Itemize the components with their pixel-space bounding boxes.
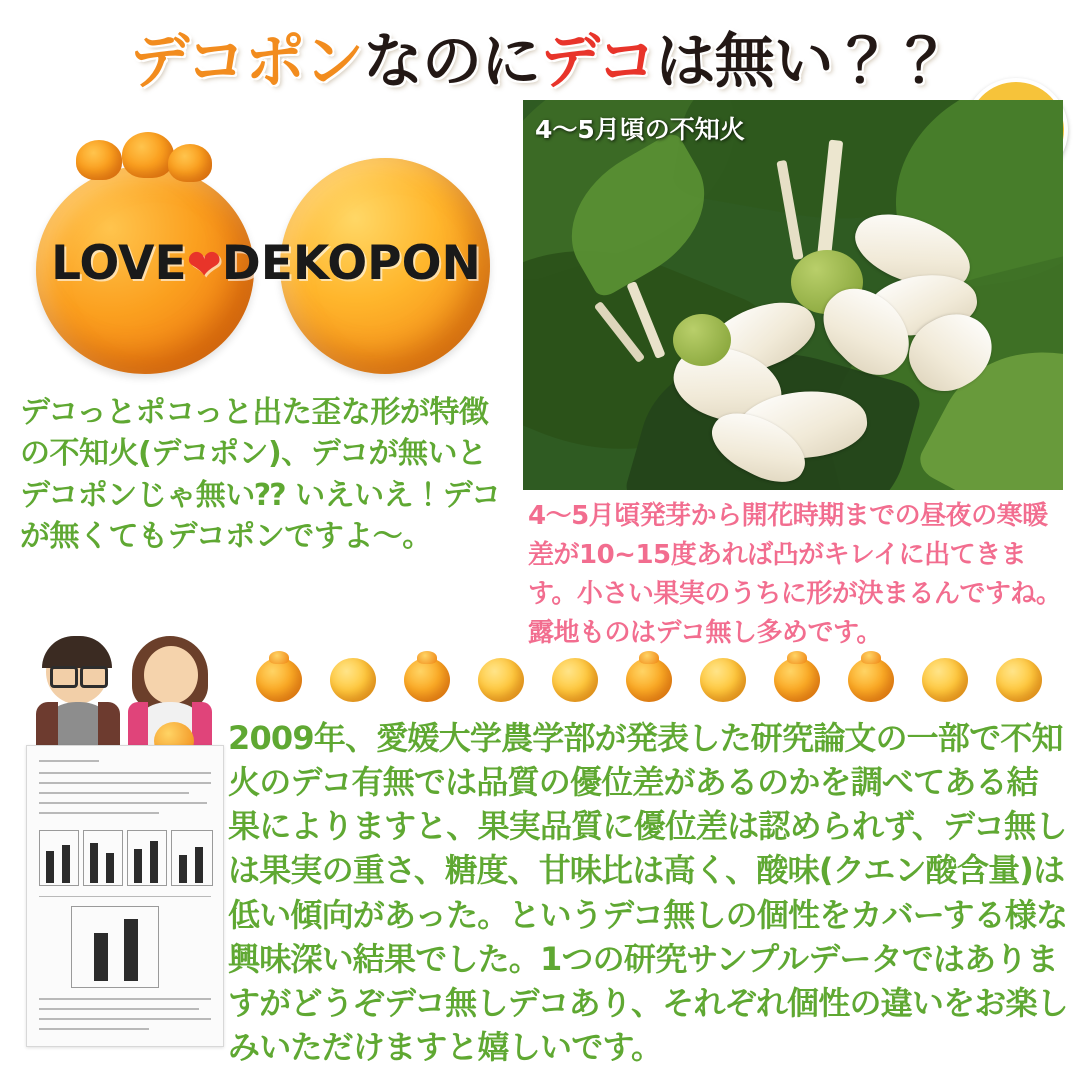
mandarin-icon	[996, 658, 1042, 702]
title-part-deko: デコ	[540, 27, 656, 97]
mandarin-icon	[552, 658, 598, 702]
heart-icon: ❤	[186, 240, 222, 289]
dekopon-word: DEKOPON	[221, 236, 481, 291]
paper-line	[39, 772, 211, 774]
left-description-text: デコっとポコっと出た歪な形が特徴の不知火(デコポン)、デコが無いとデコポンじゃ無い⁇ いえいえ！デコが無くてもデコポンですよ〜。	[20, 395, 501, 555]
photo-caption: 4〜5月頃の不知火	[535, 115, 745, 144]
person-cardigan	[192, 702, 212, 748]
glasses-icon	[80, 666, 108, 688]
mandarin-icon	[478, 658, 524, 702]
photo-description-text: 4〜5月頃発芽から開花時期までの昼夜の寒暖差が10~15度あれば凸がキレイに出てきます。小さい果実のうちに形が決まるんですね。露地ものはデコ無し多めです。	[528, 501, 1062, 648]
mandarin-icon	[700, 658, 746, 702]
shiranui-flower-photo	[523, 100, 1063, 490]
research-summary-text: 2009年、愛媛大学農学部が発表した研究論文の一部で不知火のデコ有無では品質の優位差があるのかを調べてある結果によりますと、果実品質に優位差は認められず、デコ無しは果実の重さ、糖度、甘味比は高く、酸味(クエン酸含量)は低い傾向があった。というデコ無しの個性をカバーする様な興味深い結果でした。1つの研究サンプルデータではありますがどうぞデコ無しデコあり、それぞれ個性の違いをお楽しみいただけますと嬉しいです。	[228, 719, 1068, 1067]
title-part-nanoni: なのに	[363, 27, 540, 97]
love-dekopon-text	[26, 236, 506, 291]
love-word: LOVE	[51, 236, 187, 291]
mandarin-divider-row	[256, 652, 1060, 714]
person-cardigan	[128, 702, 148, 748]
paper-chart	[171, 830, 213, 886]
paper-line	[39, 782, 211, 784]
fruit-bump	[122, 132, 174, 178]
people-illustration	[36, 640, 221, 745]
paper-chart	[83, 830, 123, 886]
person-head	[144, 646, 198, 704]
person-jacket	[98, 702, 120, 748]
person-jacket	[36, 702, 58, 748]
mandarin-icon	[848, 658, 894, 702]
paper-chart	[127, 830, 167, 886]
paper-line	[39, 812, 159, 814]
paper-line	[39, 1008, 199, 1010]
title-part-dekopon: デコポン	[129, 27, 363, 97]
flower-bud	[673, 314, 731, 366]
paper-line	[39, 896, 211, 897]
fruit-bump	[76, 140, 122, 180]
mandarin-icon	[330, 658, 376, 702]
paper-line	[39, 1018, 211, 1020]
paper-chart	[39, 830, 79, 886]
mandarin-icon	[922, 658, 968, 702]
mandarin-icon	[404, 658, 450, 702]
fruit-illustration	[18, 118, 508, 388]
research-paper-thumbnail	[26, 745, 224, 1047]
paper-line	[39, 998, 211, 1000]
person-hair	[42, 636, 112, 668]
mandarin-icon	[774, 658, 820, 702]
title-part-wa-nai: は無い？？	[655, 27, 951, 97]
paper-line	[39, 792, 189, 794]
paper-line	[39, 760, 99, 762]
glasses-icon	[50, 666, 78, 688]
page-title	[0, 14, 1080, 97]
paper-line	[39, 1028, 149, 1030]
mandarin-icon	[626, 658, 672, 702]
fruit-bump	[168, 144, 212, 182]
mandarin-icon	[256, 658, 302, 702]
paper-chart	[71, 906, 159, 988]
paper-line	[39, 802, 207, 804]
